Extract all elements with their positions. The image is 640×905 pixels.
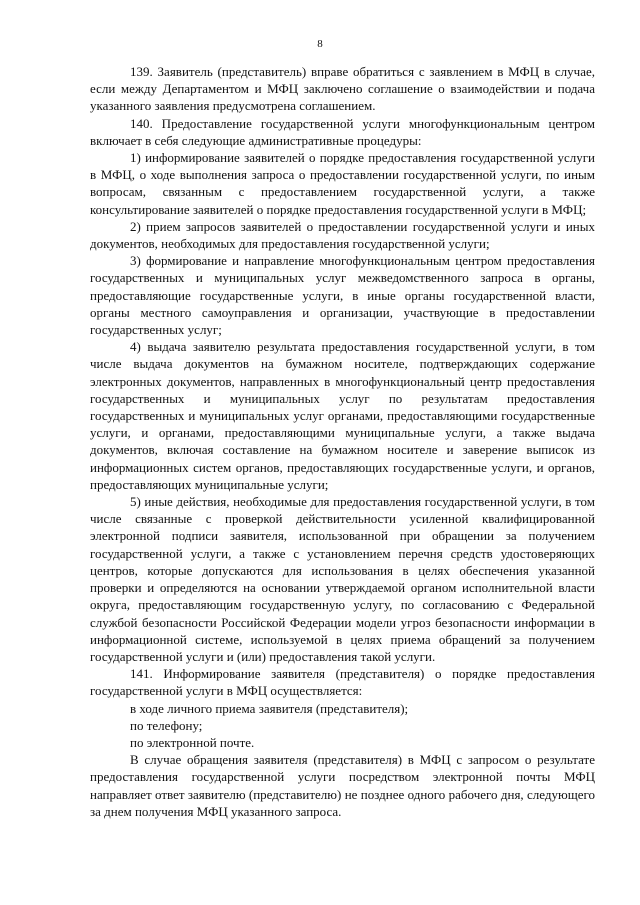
list-item-5: 5) иные действия, необходимые для предоставления государственной услуги, в том числе связанные с проверкой действительности усиленной квалифицированной электронной подписи заявителя, использованной при обращении за получением государственной услуги, а также с установлением перечня средств удостоверяющих центров, которые допускаются для использования в целях обеспечения указанной проверки и определяются на основании утверждаемой органом исполнительной власти округа, предоставляющим государственную услугу, по согласованию с Федеральной службой безопасности Российской Федерации модели угроз безопасности информации в информационной системе, используемой в целях приема обращений за получением государственной услуги и (или) предоставления такой услуги. <box>90 494 595 664</box>
list-item-3: 3) формирование и направление многофункциональным центром предоставления государственных и муниципальных услуг межведомственного запроса в органы, предоставляющие государственные услуги, в иные органы государственной власти, органы местного самоуправления и организации, участвующие в предоставлении государственных услуг; <box>90 253 595 338</box>
document-body <box>90 63 595 820</box>
channel-in-person: в ходе личного приема заявителя (представителя); <box>130 700 409 716</box>
page-number: 8 <box>317 38 323 50</box>
channel-phone: по телефону; <box>130 717 203 733</box>
list-item-4: 4) выдача заявителю результата предоставления государственной услуги, в том числе выдача документов на бумажном носителе, подтверждающих содержание электронных документов, направленных в многофункциональный центр предоставления государственных и муниципальных услуг по результатам предоставления государственных и муниципальных услуг органами, предоставляющими государственные услуги, и органами, предоставляющими муниципальные услуги, а также выдача документов, включая составление на бумажном носителе и заверение выписок из информационных систем органов, предоставляющих государственные услуги, и органов, предоставляющих муниципальные услуги; <box>90 339 595 492</box>
list-item-1: 1) информирование заявителей о порядке предоставления государственной услуги в МФЦ, о ходе выполнения запроса о предоставлении государственной услуги, по иным вопросам, связанным с предоставлением государственной услуги, а также консультирование заявителей о порядке предоставления государственной услуги в МФЦ; <box>90 150 595 217</box>
channel-email: по электронной почте. <box>130 734 255 750</box>
paragraph-email-response: В случае обращения заявителя (представителя) в МФЦ с запросом о результате предоставления государственной услуги посредством электронной почты МФЦ направляет ответ заявителю (представителю) не позднее одного рабочего дня, следующего за днем получения МФЦ указанного запроса. <box>90 752 595 819</box>
paragraph-140: 140. Предоставление государственной услуги многофункциональным центром включает в себя следующие административные процедуры: <box>90 115 595 148</box>
paragraph-139: 139. Заявитель (представитель) вправе обратиться с заявлением в МФЦ в случае, если между Департаментом и МФЦ заключено соглашение о взаимодействии и подача указанного заявления предусмотрена соглашением. <box>90 64 595 114</box>
list-item-2: 2) прием запросов заявителей о предоставлении государственной услуги и иных документов, необходимых для предоставления государственной услуги; <box>90 218 595 252</box>
paragraph-141: 141. Информирование заявителя (представителя) о порядке предоставления государственной услуги в МФЦ осуществляется: <box>90 666 595 699</box>
